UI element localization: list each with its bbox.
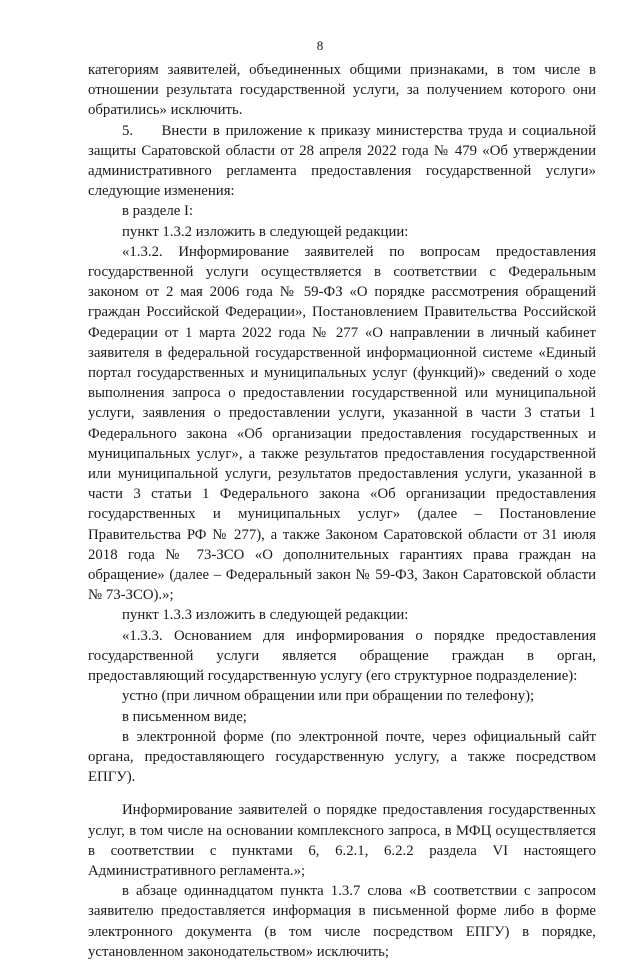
paragraph: 5. Внести в приложение к приказу министерства труда и социальной защиты Саратовской области от 28 апреля 2022 года № 479 «Об утверждении административного регламента предоставления государственной услуги» следующие изменения: [88, 122, 596, 200]
page-number: 8 [316, 38, 324, 53]
document-body [88, 60, 596, 962]
paragraph: устно (при личном обращении или при обращении по телефону); [122, 688, 535, 705]
paragraph: в письменном виде; [122, 708, 247, 725]
paragraph: «1.3.3. Основанием для информирования о порядке предоставления государственной услуги является обращение граждан в орган, предоставляющий государственную услугу (его структурное подразделение): [88, 627, 596, 685]
paragraph: пункт 1.3.2 изложить в следующей редакции: [122, 223, 409, 240]
paragraph: пункт 1.3.3 изложить в следующей редакции: [122, 607, 409, 624]
paragraph: «1.3.2. Информирование заявителей по вопросам предоставления государственной услуги осуществляется в соответствии с Федеральным законом от 2 мая 2006 года № 59-ФЗ «О порядке рассмотрения обращений граждан Российской Федерации», Постановлением Правительства Российской Федерации от 1 марта 2022 года № 277 «О направлении в личный кабинет заявителя в федеральной государственной информационной системе «Единый портал государственных и муниципальных услуг (функций)» сведений о ходе выполнения запроса о предоставлении государственной или муниципальной услуги, заявления о предоставлении услуги, указанной в части 3 статьи 1 Федерального закона «Об организации предоставления государственных и муниципальных услуг», а также результатов предоставления государственной или муниципальной услуги, результатов предоставления услуги, указанной в части 3 статьи 1 Федерального закона «Об организации предоставления государственных и муниципальных услуг» (далее – Постановление Правительства РФ № 277), а также Законом Саратовской области от 31 июля 2018 года № 73-ЗСО «О дополнительных гарантиях права граждан на обращение» (далее – Федеральный закон № 59-ФЗ, Закон Саратовской области № 73-ЗСО).»; [88, 243, 596, 604]
paragraph: в разделе I: [122, 203, 194, 220]
paragraph: категориям заявителей, объединенных общими признаками, в том числе в отношении результата государственной услуги, за получением которого они обратились» исключить. [88, 62, 596, 119]
paragraph: в абзаце одиннадцатом пункта 1.3.7 слова «В соответствии с запросом заявителю предоставляется информация в письменной форме либо в форме электронного документа (в том числе посредством ЕПГУ) в порядке, установленном законодательством» исключить; [88, 883, 596, 960]
paragraph: в электронной форме (по электронной почте, через официальный сайт органа, предоставляющего государственную услугу, а также посредством ЕПГУ). [88, 728, 596, 786]
paragraph: Информирование заявителей о порядке предоставления государственных услуг, в том числе на основании комплексного запроса, в МФЦ осуществляется в соответствии с пунктами 6, 6.2.1, 6.2.2 раздела VI настоящего Административного регламента.»; [88, 802, 596, 879]
